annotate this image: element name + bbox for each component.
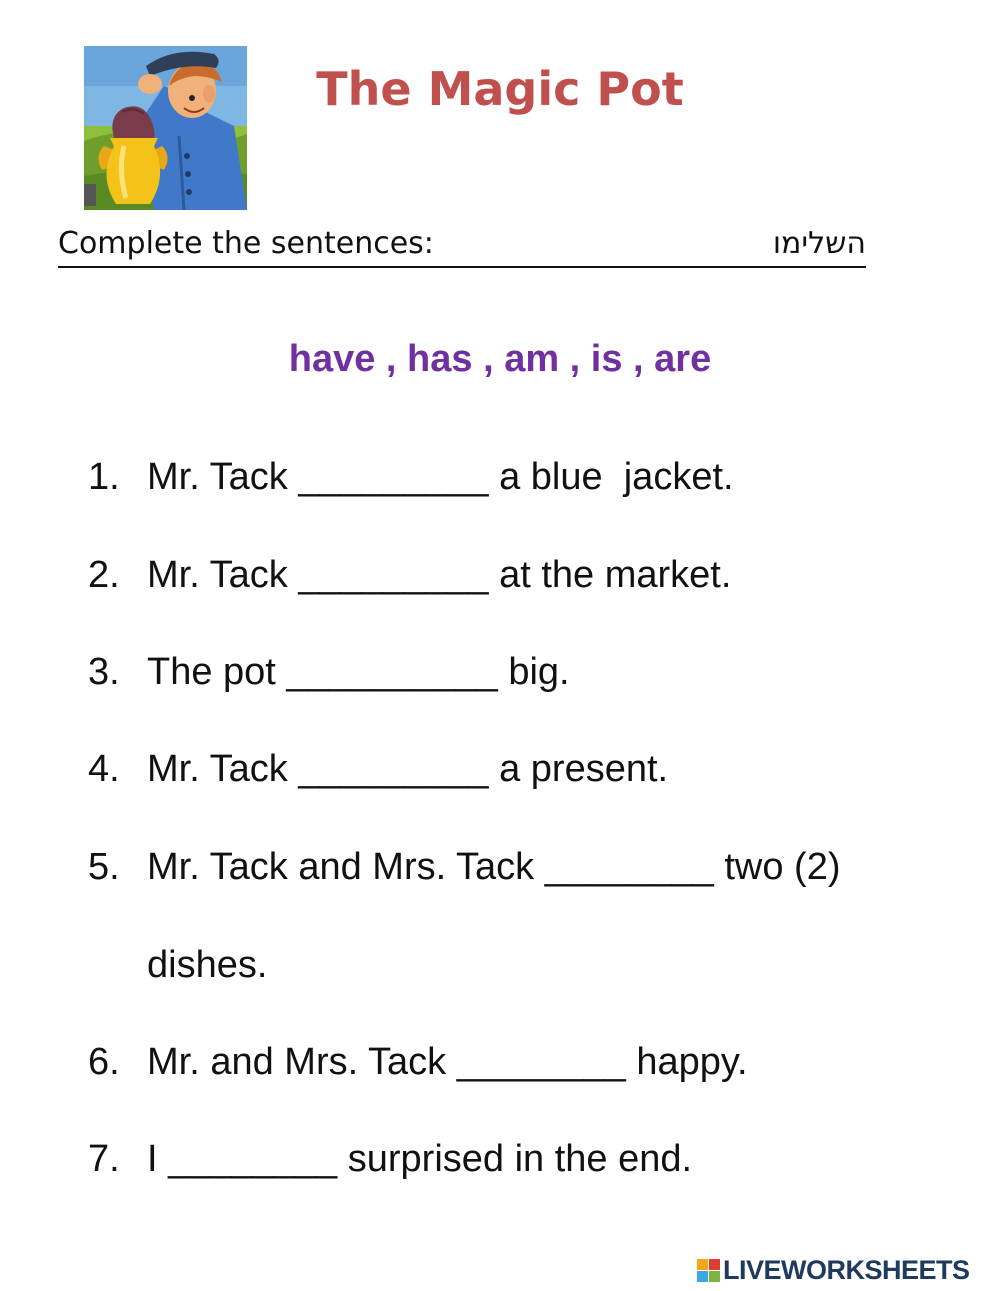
sentence-5-continuation: dishes.	[147, 944, 268, 986]
instruction-hebrew: השלימו	[772, 226, 866, 261]
liveworksheets-logo-icon	[697, 1259, 720, 1282]
sentence-2	[88, 554, 731, 597]
sentence-text: Mr. Tack _________ a blue jacket.	[147, 456, 734, 498]
sentence-6	[88, 1041, 748, 1084]
sentence-3	[88, 651, 570, 694]
sentence-4	[88, 748, 668, 791]
sentence-number: 4.	[88, 748, 120, 790]
sentence-number: 6.	[88, 1041, 120, 1083]
sentence-number: 5.	[88, 846, 120, 888]
liveworksheets-wordmark: LIVEWORKSHEETS	[723, 1254, 970, 1285]
word-bank: have , has , am , is , are	[288, 338, 712, 380]
sentence-number: 1.	[88, 456, 120, 498]
sentence-1	[88, 456, 734, 499]
sentence-text: The pot __________ big.	[147, 651, 570, 693]
sentence-text: Mr. and Mrs. Tack ________ happy.	[147, 1041, 748, 1083]
sentence-text: Mr. Tack _________ at the market.	[147, 554, 732, 596]
instruction-english: Complete the sentences:	[58, 226, 434, 261]
sentence-7	[88, 1138, 692, 1181]
mr-tack-illustration	[84, 46, 247, 210]
sentence-number: 2.	[88, 554, 120, 596]
liveworksheets-logo	[697, 1255, 970, 1285]
sentence-number: 7.	[88, 1138, 120, 1180]
sentence-text: Mr. Tack _________ a present.	[147, 748, 669, 790]
instruction-row	[58, 222, 866, 268]
sentence-number: 3.	[88, 651, 120, 693]
worksheet-title: The Magic Pot	[316, 62, 684, 116]
sentence-text: I ________ surprised in the end.	[147, 1138, 693, 1180]
sentence-5	[88, 846, 840, 889]
sentence-text: Mr. Tack and Mrs. Tack ________ two (2)	[147, 846, 841, 888]
